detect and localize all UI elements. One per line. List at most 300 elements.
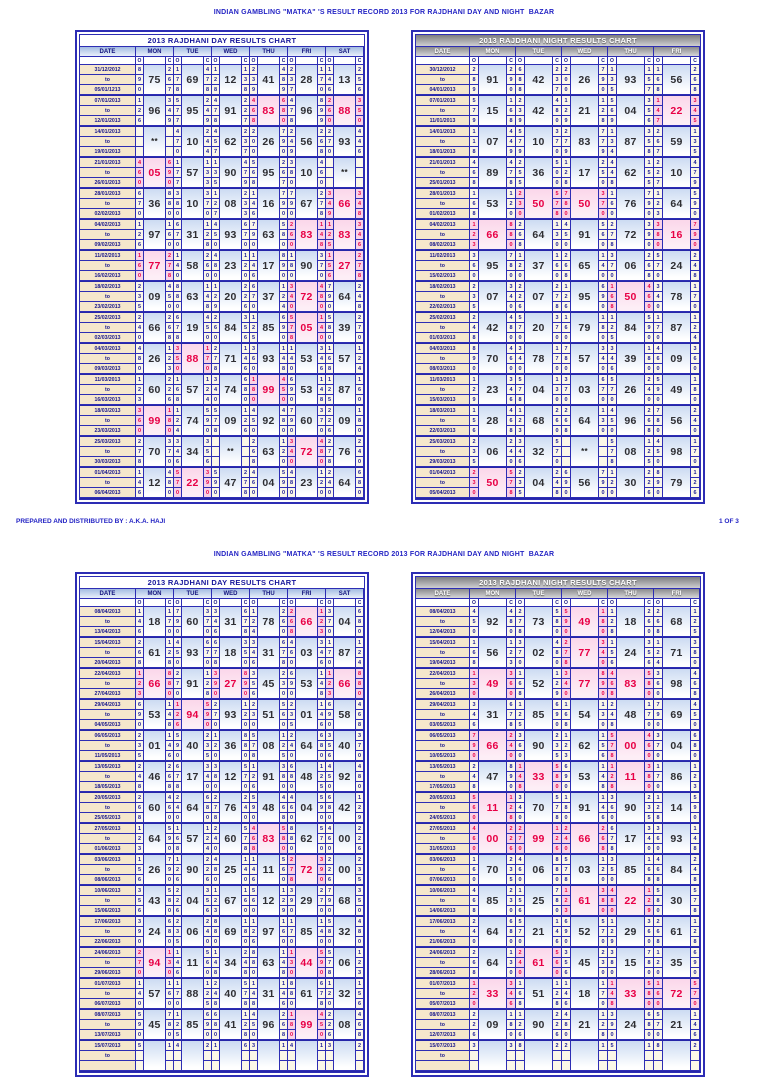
close-panna-digit [553,1051,562,1061]
close-panna-digit: 2 [645,447,654,457]
close-panna-digit: 0 [166,1030,174,1040]
open-panna-digit: 1 [562,886,571,896]
open-panna-digit: 0 [250,302,258,312]
open-panna-digit: 2 [174,917,182,927]
week-start-date: 22/04/2013 [80,669,136,679]
open-panna-digit: 7 [174,679,182,689]
result-cell [174,158,212,188]
close-panna-digit: 0 [507,906,516,916]
open-panna-digit: 8 [250,844,258,854]
close-panna-digit: 5 [318,782,326,792]
open-panna-digit: 1 [212,65,220,75]
close-panna-digit: 4 [204,927,212,937]
open-panna-digit: 2 [654,168,663,178]
close-panna-digit: 2 [280,1010,288,1020]
week-end-date: 27/04/2013 [80,689,136,699]
open-panna-digit: 5 [516,127,525,137]
open-panna-digit: 0 [326,937,334,947]
open-panna-digit: 6 [516,906,525,916]
close-panna-digit: 2 [599,158,608,168]
close-panna-digit: 3 [691,782,700,792]
close-panna-digit: 8 [318,447,326,457]
open-panna-digit: 9 [326,292,334,302]
close-panna-digit: 7 [204,648,212,658]
open-panna-digit: 3 [326,689,334,699]
close-panna-digit: 6 [204,457,212,467]
open-panna-digit: 0 [212,488,220,498]
open-panna-digit: 7 [516,617,525,627]
close-panna-digit: 7 [204,617,212,627]
close-panna-digit: 6 [280,638,288,648]
close-panna-digit: 1 [645,1041,654,1051]
open-panna-digit: 8 [288,261,296,271]
close-panna-digit: 3 [599,189,608,199]
close-panna-digit: 6 [553,261,562,271]
close-panna-digit: 0 [204,937,212,947]
open-panna-digit: 6 [174,906,182,916]
result-cell [212,824,250,854]
close-panna-digit: 0 [599,364,608,374]
open-panna-digit: 2 [516,468,525,478]
close-panna-digit: 6 [553,1030,562,1040]
open-panna-digit: 4 [654,437,663,447]
open-panna-digit: 1 [250,251,258,261]
week-end-date: 12/07/2013 [416,1030,470,1040]
to-label: to [416,168,470,178]
open-panna-digit: 7 [288,189,296,199]
result-cell [288,1041,326,1071]
open-panna-digit: 0 [212,844,220,854]
to-label: to [80,617,136,627]
jodi-value: 31 [220,607,242,637]
open-panna-digit: 6 [288,762,296,772]
open-panna-digit: 9 [212,478,220,488]
open-panna-digit: 0 [136,333,144,343]
result-cell [212,344,250,374]
to-label: to [80,679,136,689]
jodi-value: 10 [663,158,691,188]
jodi-value: 50 [479,468,507,498]
open-panna-digit: 0 [136,209,144,219]
result-cell [212,917,250,947]
close-panna-digit: 8 [507,220,516,230]
open-panna-digit: 0 [288,658,296,668]
close-panna-digit: 8 [553,488,562,498]
close-panna-digit: 2 [507,65,516,75]
close-panna-digit: 3 [204,468,212,478]
close-panna-digit: 4 [280,406,288,416]
jodi-value: 24 [617,638,645,668]
close-panna-digit: 4 [691,669,700,679]
result-cell [470,313,516,343]
date-cell-group [416,700,470,730]
close-panna-digit: 0 [242,689,250,699]
open-label: O [470,599,479,607]
open-panna-digit: 2 [212,292,220,302]
close-panna-digit [242,447,250,457]
result-cell [250,127,288,157]
close-panna-digit: 0 [280,426,288,436]
close-panna-digit: 6 [645,292,654,302]
open-panna-digit: 2 [136,385,144,395]
open-panna-digit: 3 [326,731,334,741]
jodi-value: 42 [479,313,507,343]
jodi-value: 15 [479,96,507,126]
week-row [80,220,364,251]
close-panna-digit [691,1051,700,1061]
result-cell [136,96,174,126]
close-panna-digit: 8 [318,292,326,302]
open-panna-digit: 0 [326,302,334,312]
close-panna-digit: 8 [280,416,288,426]
open-panna-digit: 1 [174,406,182,416]
close-panna-digit: 2 [204,679,212,689]
close-panna-digit: 3 [691,344,700,354]
close-panna-digit: 6 [280,999,288,1009]
jodi-value: 36 [220,731,242,761]
result-cell [654,607,700,637]
close-panna-digit: 2 [356,1041,364,1051]
open-panna-digit: 2 [608,478,617,488]
close-panna-digit: 8 [599,1030,608,1040]
open-panna-digit: 6 [174,385,182,395]
close-panna-digit: 8 [318,689,326,699]
jodi-value: 00 [479,824,507,854]
jodi-value: 37 [525,251,553,281]
open-panna-digit: 5 [326,261,334,271]
open-panna-digit: 0 [516,844,525,854]
open-panna-digit: 5 [136,865,144,875]
close-label: C [691,599,700,607]
close-panna-digit: 2 [691,927,700,937]
week-row [416,1041,700,1072]
jodi-value: 95 [479,251,507,281]
open-panna-digit [288,1051,296,1061]
open-panna-digit: 9 [288,416,296,426]
jodi-value: 23 [479,375,507,405]
open-panna-digit: 8 [250,178,258,188]
jodi-value: 76 [617,189,645,219]
open-panna-digit: 2 [516,948,525,958]
close-panna-digit: 7 [242,147,250,157]
jodi-value: 90 [525,1010,553,1040]
week-end-date: 28/06/2013 [416,968,470,978]
open-panna-digit: 2 [516,158,525,168]
open-panna-digit: 1 [212,282,220,292]
open-panna-digit: 8 [654,627,663,637]
close-panna-digit: 6 [242,333,250,343]
result-cell [470,731,516,761]
open-panna-digit: 8 [136,658,144,668]
close-panna-digit: 8 [166,782,174,792]
open-panna-digit: 7 [326,447,334,457]
jodi-value: 74 [220,375,242,405]
week-row [80,1041,364,1072]
open-panna-digit: 4 [250,199,258,209]
close-panna-digit: 0 [507,85,516,95]
open-panna-digit: 5 [212,406,220,416]
result-cell [288,948,326,978]
jodi-value [663,1041,691,1071]
result-cell [326,700,364,730]
date-column-header: DATE [416,47,470,57]
close-panna-digit: 4 [507,385,516,395]
open-panna-digit: 6 [654,137,663,147]
open-panna-digit: 1 [654,638,663,648]
jodi-value: 11 [617,762,645,792]
close-panna-digit: 8 [356,772,364,782]
close-panna-digit [356,1051,364,1061]
close-panna-digit: 0 [553,875,562,885]
open-panna-digit: 1 [608,638,617,648]
open-panna-digit: 0 [608,1030,617,1040]
open-panna-digit: 8 [470,968,479,978]
result-cell [174,886,212,916]
close-panna-digit: 1 [280,948,288,958]
open-panna-digit: 0 [608,488,617,498]
open-panna-digit: 1 [288,251,296,261]
open-panna-digit: 4 [654,292,663,302]
open-panna-digit: 2 [174,896,182,906]
close-panna-digit: 7 [599,989,608,999]
jodi-value: 06 [525,855,553,885]
open-panna-digit: 6 [326,271,334,281]
open-panna-digit: 6 [326,426,334,436]
day-column-header-mon: MON [470,47,516,57]
jodi-value: 60 [296,406,318,436]
close-panna-digit: 0 [280,240,288,250]
jodi-value: 63 [258,948,280,978]
week-end-date: 14/06/2013 [416,906,470,916]
week-end-date: 13/07/2013 [80,1030,136,1040]
close-panna-digit: 1 [204,158,212,168]
week-start-date: 01/07/2013 [416,979,470,989]
open-panna-digit: 3 [288,282,296,292]
close-panna-digit: 0 [599,395,608,405]
close-panna-digit: 6 [204,793,212,803]
date-cell-group [416,189,470,219]
open-panna-digit: 4 [562,834,571,844]
open-panna-digit: 2 [326,406,334,416]
result-cell [470,1010,516,1040]
result-cell [654,220,700,250]
close-panna-digit: 8 [356,617,364,627]
open-panna-digit [136,137,144,147]
week-start-date: 14/01/2013 [416,127,470,137]
close-panna-digit: 8 [691,906,700,916]
open-panna-digit: 5 [608,865,617,875]
close-panna-digit: 0 [599,658,608,668]
week-row [80,762,364,793]
close-panna-digit: 5 [166,886,174,896]
result-cell [562,344,608,374]
close-panna-digit: 8 [356,720,364,730]
week-end-date: 11/05/2013 [80,751,136,761]
jodi-value: 53 [144,700,166,730]
week-row [80,158,364,189]
close-panna-digit: 2 [553,679,562,689]
jodi-value: 83 [334,220,356,250]
close-panna-digit: 3 [599,958,608,968]
close-panna-digit: 8 [242,731,250,741]
close-panna-digit: 3 [166,437,174,447]
open-panna-digit: 1 [250,855,258,865]
open-panna-digit: 9 [136,1020,144,1030]
result-cell [326,375,364,405]
close-panna-digit: 1 [356,406,364,416]
close-panna-digit: 2 [553,468,562,478]
to-label: to [80,230,136,240]
result-cell [470,886,516,916]
close-panna-digit: 6 [599,751,608,761]
week-row [80,468,364,499]
close-panna-digit: 8 [318,96,326,106]
to-label: to [80,106,136,116]
result-cell [174,979,212,1009]
open-panna-digit: 7 [654,147,663,157]
open-panna-digit: 4 [288,354,296,364]
open-panna-digit [212,447,220,457]
open-panna-digit: 6 [250,658,258,668]
jodi-value [571,1041,599,1071]
date-cell-group [416,437,470,467]
week-end-date: 11/01/2013 [416,116,470,126]
result-cell [212,886,250,916]
subheader-blank [571,599,599,607]
close-panna-digit: 2 [507,437,516,447]
open-panna-digit: 6 [288,669,296,679]
result-cell [174,607,212,637]
open-panna-digit: 5 [608,648,617,658]
close-panna-digit [204,1051,212,1061]
to-label: to [80,865,136,875]
open-panna-digit: 6 [326,751,334,761]
open-panna-digit: 8 [470,782,479,792]
result-cell [174,437,212,467]
result-cell [212,1041,250,1071]
open-panna-digit: 2 [654,607,663,617]
open-panna-digit: 4 [608,886,617,896]
close-panna-digit: 6 [553,416,562,426]
jodi-value: 05 [144,158,166,188]
close-panna-digit: 5 [645,137,654,147]
open-panna-digit: 0 [562,782,571,792]
jodi-value: 26 [617,375,645,405]
jodi-value: 33 [525,762,553,792]
open-panna-digit: 7 [654,1020,663,1030]
open-panna-digit: 5 [654,251,663,261]
result-cell [516,375,562,405]
close-panna-digit: 8 [691,385,700,395]
open-panna-digit: 2 [516,1020,525,1030]
open-panna-digit [326,178,334,188]
open-panna-digit: 5 [516,488,525,498]
date-cell-group [80,855,136,885]
to-label: to [80,1051,136,1061]
close-panna-digit: 4 [166,468,174,478]
result-cell [326,793,364,823]
jodi-value: 69 [220,917,242,947]
open-panna-digit: 8 [608,751,617,761]
result-cell [562,158,608,188]
week-row [80,437,364,468]
close-panna-digit: 1 [242,1010,250,1020]
result-cell [516,638,562,668]
open-panna-digit: 0 [562,209,571,219]
close-panna-digit: 1 [204,979,212,989]
page1-title: INDIAN GAMBLING "MATKA" 'S RESULT RECORD 2013 FOR RAJDHANI DAY AND NIGHT BAZAR [213,9,555,16]
open-panna-digit: 4 [250,989,258,999]
close-panna-digit: 9 [599,75,608,85]
open-label: O [250,57,258,65]
open-panna-digit: 3 [326,1041,334,1051]
close-panna-digit: 6 [166,917,174,927]
open-panna-digit: 8 [516,1041,525,1051]
close-panna-digit: 0 [553,782,562,792]
open-panna-digit: 6 [250,209,258,219]
close-panna-digit: 1 [204,375,212,385]
open-panna-digit: 3 [174,189,182,199]
open-panna-digit: 7 [326,137,334,147]
open-panna-digit: 0 [174,751,182,761]
to-label: to [80,199,136,209]
week-start-date: 04/02/2013 [416,220,470,230]
open-panna-digit: 7 [174,989,182,999]
result-cell [212,607,250,637]
open-panna-digit: 2 [470,989,479,999]
open-panna-digit: 5 [516,896,525,906]
open-panna-digit: 3 [562,669,571,679]
open-panna-digit: 0 [326,658,334,668]
open-panna-digit: 3 [136,917,144,927]
week-end-date: 23/02/2013 [80,302,136,312]
jodi-value: 93 [220,700,242,730]
close-panna-digit: 5 [553,158,562,168]
close-panna-digit: 8 [318,395,326,405]
close-panna-digit: 0 [507,457,516,467]
open-panna-digit: 4 [212,617,220,627]
result-cell [608,855,654,885]
jodi-value: 33 [617,979,645,1009]
open-panna-digit: 2 [562,65,571,75]
close-panna-digit: 0 [318,906,326,916]
close-panna-digit: 2 [318,127,326,137]
open-panna-digit: 1 [470,638,479,648]
jodi-value: ** [220,437,242,467]
close-panna-digit: 7 [553,199,562,209]
close-panna-digit: 8 [691,741,700,751]
jodi-value: 11 [479,793,507,823]
result-cell [250,669,288,699]
open-panna-digit: 2 [250,323,258,333]
date-cell-group [416,979,470,1009]
jodi-value [220,1041,242,1071]
jodi-value: 84 [220,313,242,343]
open-panna-digit: 2 [470,65,479,75]
close-panna-digit: 2 [204,855,212,865]
close-panna-digit: 7 [166,1010,174,1020]
to-label: to [416,230,470,240]
close-panna-digit: 7 [204,199,212,209]
open-label: O [250,599,258,607]
to-label: to [416,199,470,209]
open-panna-digit: 8 [516,395,525,405]
result-cell [516,669,562,699]
open-panna-digit: 2 [288,220,296,230]
close-panna-digit: 3 [166,96,174,106]
week-end-date: 22/06/2013 [80,937,136,947]
week-start-date: 08/07/2013 [80,1010,136,1020]
